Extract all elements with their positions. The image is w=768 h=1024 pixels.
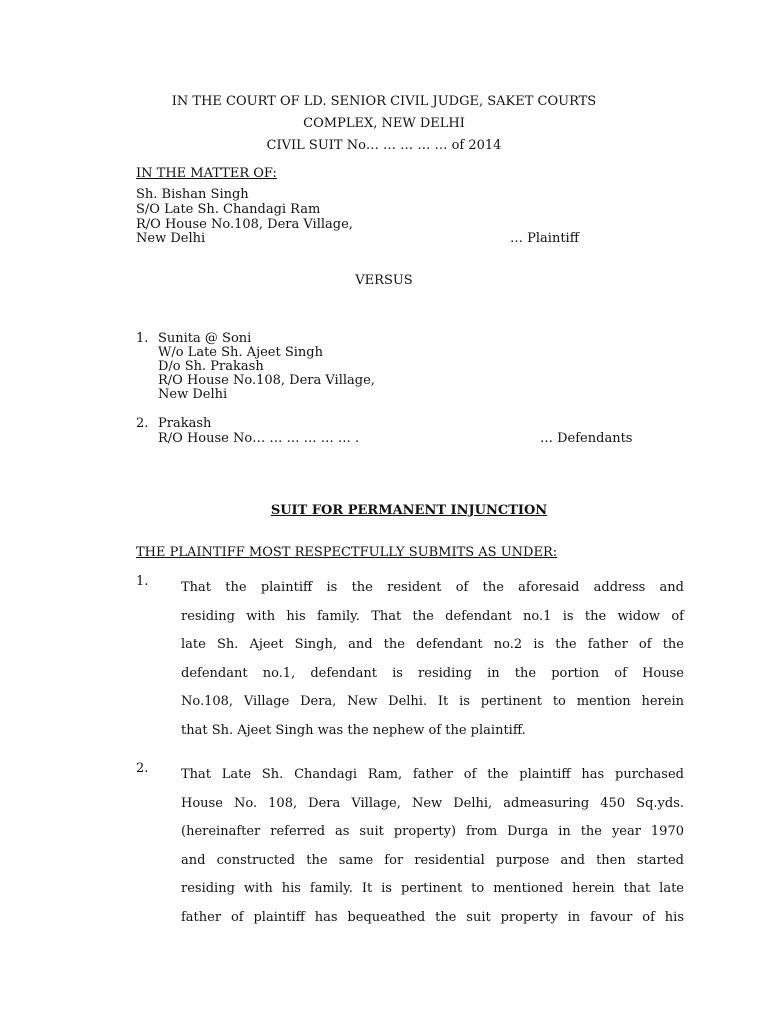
defendant-1-city: New Delhi bbox=[158, 387, 228, 402]
plaintiff-address: R/O House No.108, Dera Village, bbox=[136, 217, 353, 232]
defendant-2-address: R/O House No… … … … … … . bbox=[158, 431, 360, 446]
court-heading-line1: IN THE COURT OF LD. SENIOR CIVIL JUDGE, SAKET COURTS bbox=[171, 94, 597, 109]
paragraph-line: (hereinafter referred as suit property) from Durga in the year 1970 bbox=[181, 824, 684, 840]
paragraph-line: defendant no.1, defendant is residing in the portion of House bbox=[181, 665, 684, 681]
versus-label: VERSUS bbox=[355, 273, 413, 288]
paragraph-2-text bbox=[181, 761, 684, 933]
paragraph-line: That the plaintiff is the resident of the aforesaid address and bbox=[181, 580, 684, 595]
paragraph-1-text bbox=[181, 574, 684, 746]
defendant-2-number: 2. bbox=[136, 416, 149, 431]
plaintiff-role: … Plaintiff bbox=[510, 231, 579, 246]
paragraph-line: That Late Sh. Chandagi Ram, father of the plaintiff has purchased bbox=[181, 767, 684, 782]
paragraph-line: residing with his family. It is pertinent to mentioned herein that late bbox=[181, 881, 684, 897]
paragraph-line: and constructed the same for residential purpose and then started bbox=[181, 852, 684, 868]
defendant-1-address: R/O House No.108, Dera Village, bbox=[158, 373, 375, 388]
plaintiff-parentage: S/O Late Sh. Chandagi Ram bbox=[136, 202, 321, 217]
court-heading-line2: COMPLEX, NEW DELHI bbox=[303, 116, 465, 131]
plaintiff-city: New Delhi bbox=[136, 231, 206, 246]
defendant-2-name: Prakash bbox=[158, 416, 212, 431]
defendant-1-number: 1. bbox=[136, 331, 149, 346]
paragraph-line: residing with his family. That the defendant no.1 is the widow of bbox=[181, 608, 684, 624]
defendants-role: … Defendants bbox=[540, 431, 633, 446]
defendant-1-daughter-of: D/o Sh. Prakash bbox=[158, 359, 264, 374]
paragraph-line: that Sh. Ajeet Singh was the nephew of the plaintiff. bbox=[181, 722, 526, 738]
paragraph-line: House No. 108, Dera Village, New Delhi, admeasuring 450 Sq.yds. bbox=[181, 795, 684, 811]
paragraph-line: father of plaintiff has bequeathed the suit property in favour of his bbox=[181, 909, 684, 925]
paragraph-line: late Sh. Ajeet Singh, and the defendant no.2 is the father of the bbox=[181, 637, 684, 653]
suit-title: SUIT FOR PERMANENT INJUNCTION bbox=[270, 503, 548, 518]
paragraph-line: No.108, Village Dera, New Delhi. It is pertinent to mention herein bbox=[181, 694, 684, 710]
civil-suit-number: CIVIL SUIT No… … … … … of 2014 bbox=[266, 138, 502, 153]
paragraph-2-number: 2. bbox=[136, 761, 149, 776]
defendant-1-wife-of: W/o Late Sh. Ajeet Singh bbox=[158, 345, 323, 360]
in-the-matter-heading: IN THE MATTER OF: bbox=[136, 166, 277, 181]
submits-heading: THE PLAINTIFF MOST RESPECTFULLY SUBMITS AS UNDER: bbox=[136, 545, 558, 560]
defendant-1-name: Sunita @ Soni bbox=[158, 331, 252, 346]
plaintiff-name: Sh. Bishan Singh bbox=[136, 187, 249, 202]
paragraph-1-number: 1. bbox=[136, 574, 149, 589]
